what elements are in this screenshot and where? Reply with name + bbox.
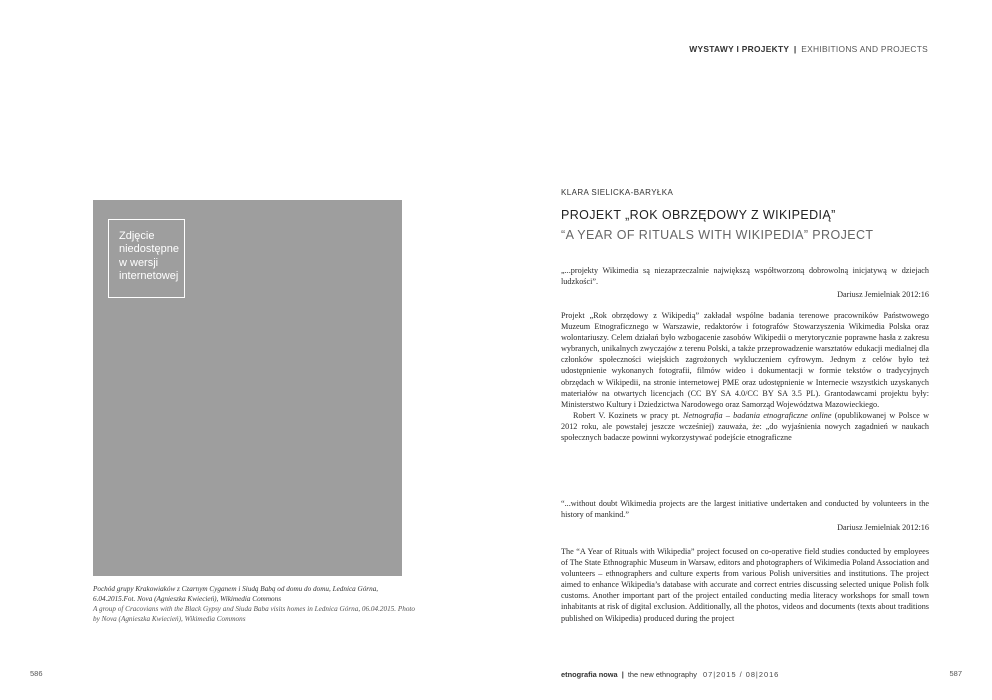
journal-name-en: the new ethnography — [627, 670, 697, 679]
photo-placeholder — [93, 200, 402, 576]
article-title-pl: PROJEKT „ROK OBRZĘDOWY Z WIKIPEDIĄ” — [561, 208, 836, 222]
section-title-en: EXHIBITIONS AND PROJECTS — [801, 44, 928, 54]
photo-unavailable-notice: Zdjęcie niedostępne w wersji internetowej — [108, 219, 185, 298]
section-title-pl: WYSTAWY I PROJEKTY — [689, 44, 790, 54]
body-pl-p2-rest: (opublikowanej w Polsce w 2012 roku, ale powstałej jeszcze wcześniej) zauważa, że: „do wyjaśnienia nowych zagadnień w naukach społecznych badacze powinni wykorzystywać podejście etnograficzne — [561, 410, 929, 443]
article-title-en: “A YEAR OF RITUALS WITH WIKIPEDIA” PROJECT — [561, 228, 874, 242]
photo-caption-en: A group of Cracovians with the Black Gypsy and Siuda Baba visits homes in Lednica Górna, 06.04.2015. Photo by Nova (Agnieszka Kwiecień), Wikimedia Commons — [93, 605, 416, 623]
page-number-left: 586 — [30, 669, 43, 678]
journal-issue: 07|2015 / 08|2016 — [702, 670, 780, 679]
photo-caption-pl: Pochód grupy Krakowiaków z Czarnym Cyganem i Siudą Babą od domu do domu, Lednica Górna, 6.04.2015.Fot. Nova (Agnieszka Kwiecień), Wikimedia Commons — [93, 585, 379, 603]
body-pl-p2-start: Robert V. Kozinets w pracy pt. — [573, 410, 684, 420]
running-header — [689, 44, 928, 54]
footer-separator: | — [621, 670, 624, 679]
epigraph-en: “...without doubt Wikimedia projects are the largest initiative undertaken and conducted by volunteers in the history of mankind.” — [561, 499, 929, 520]
body-pl-paragraph-1: Projekt „Rok obrzędowy z Wikipedią” zakładał wspólne badania terenowe pracowników Państwowego Muzeum Etnograficznego w Warszawie, redaktorów i fotografów Stowarzyszenia Wikimedia Polska oraz wolontariuszy. Celem działań było wzbogacenie zasobów Wikipedii o merytorycznie poprawne hasła z zakresu wybranych, unikalnych zwyczajów z terenu Polski, a także przeprowadzenie warsztatów edukacji medialnej dla członków społeczności wiejskich zagrożonych wykluczeniem cyfrowym. Jednym z celów było też udostępnienie wykonanych fotografii, filmów wideo i dokumentacji w formie tekstów o tradycyjnych obrzędach w Wikipedii, na stronie internetowej PME oraz udostępnienie w Internecie wszystkich uzyskanych materiałów na otwartych licencjach (CC BY SA 4.0/CC BY SA 3.5 PL). Grantodawcami projektu były: Ministerstwo Kultury i Dziedzictwa Narodowego oraz Samorząd Województwa Mazowieckiego. — [561, 311, 929, 409]
body-pl-paragraph-2 — [561, 410, 929, 443]
epigraph-pl: „...projekty Wikimedia są niezaprzeczalnie największą współtworzoną dobrowolną inicjatywą w dziejach ludzkości”. — [561, 266, 929, 287]
article-body-en: The “A Year of Rituals with Wikipedia” project focused on co-operative field studies conducted by employees of The State Ethnographic Museum in Warsaw, editors and photographers of Wikimedia Poland Association and volunteers – ethnographers and culture experts from various Polish universities and institutions. The project aimed to enhance Wikipedia’s database with accurate and correct entries discussing selected unique Polish folk customs. Another important part of the project entailed conducting media literacy workshops for small town inhabitants at risk of digital exclusion. Additionally, all the photos, videos and documents (texts about traditions published on Wikipedia) produced during the project — [561, 547, 929, 623]
journal-name-pl: etnografia nowa — [561, 670, 618, 679]
epigraph-pl-attribution: Dariusz Jemielniak 2012:16 — [837, 290, 929, 299]
page-number-right: 587 — [949, 669, 962, 678]
journal-footer — [561, 670, 779, 679]
article-body-pl — [561, 310, 929, 443]
body-pl-p2-book-title: Netnografia – badania etnograficzne online — [683, 410, 832, 420]
epigraph-en-attribution: Dariusz Jemielniak 2012:16 — [837, 523, 929, 532]
article-author: KLARA SIELICKA-BARYŁKA — [561, 188, 674, 197]
header-separator: | — [793, 44, 797, 54]
